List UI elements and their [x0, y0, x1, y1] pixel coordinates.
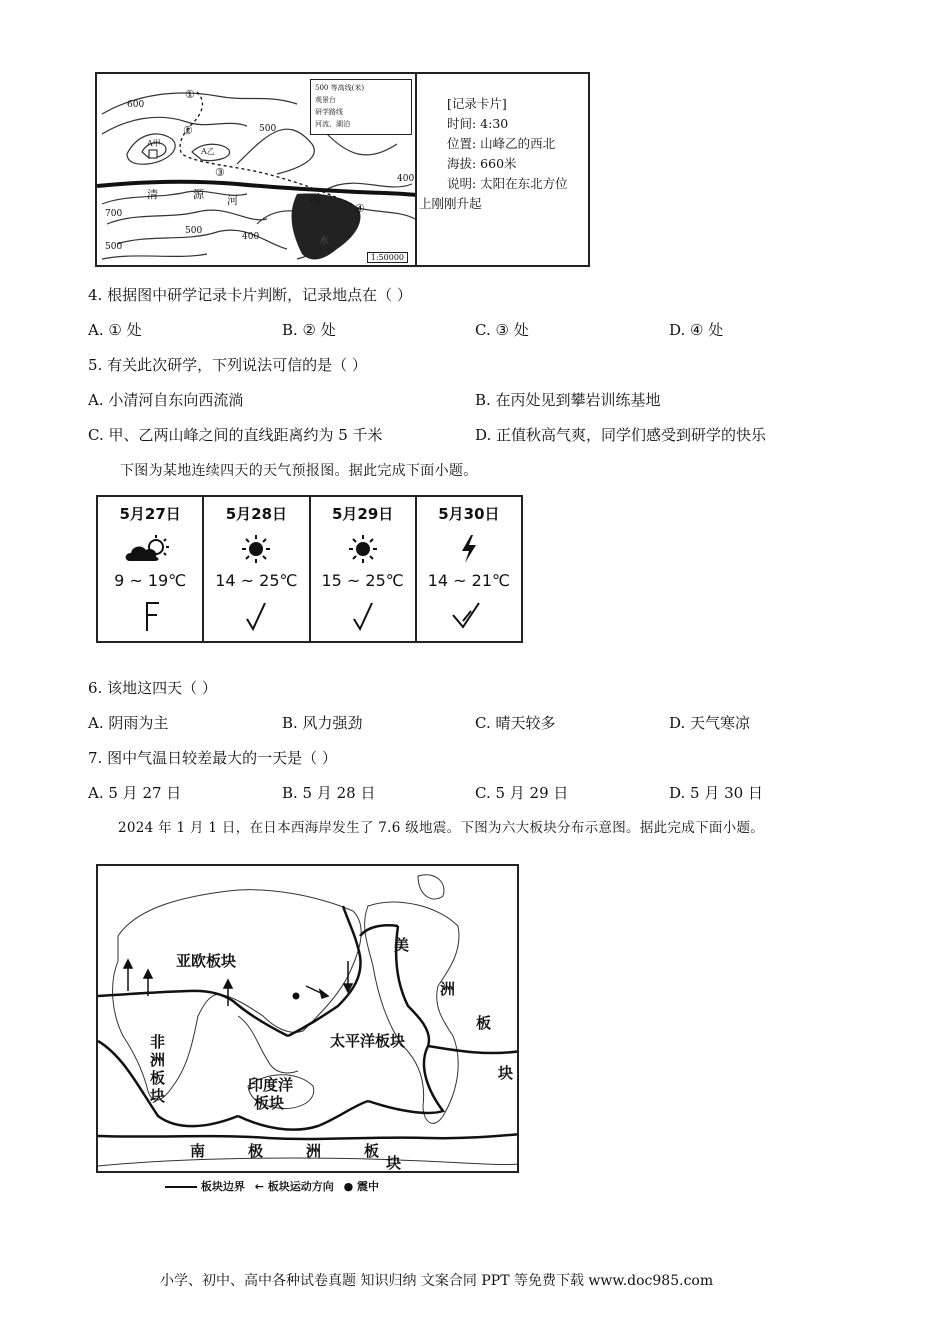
label-african-plate-char: 洲 — [150, 1051, 166, 1069]
wind-symbol — [98, 599, 202, 633]
plate-boundary — [428, 1046, 519, 1053]
plate-intro: 2024 年 1 月 1 日，在日本西海岸发生了 7.6 级地震。下图为六大板块分布示意图。据此完成下面小题。 — [118, 820, 765, 836]
contour-label: 700 — [105, 209, 123, 219]
peak-jia-label: A甲 — [147, 139, 161, 148]
topo-legend — [310, 79, 412, 135]
plate-boundary — [288, 906, 361, 1036]
peak-yi-label: A乙 — [201, 147, 215, 156]
q7-stem: 7. 图中气温日较差最大的一天是（ ） — [88, 749, 337, 767]
contour-line — [102, 254, 207, 259]
card-time: 时间: 4:30 — [447, 116, 509, 131]
label-antarctic-plate-char: 南 — [190, 1142, 206, 1160]
lightning-icon — [417, 533, 521, 565]
point-3-label: ③ — [215, 166, 225, 179]
q4-stem: 4. 根据图中研学记录卡片判断，记录地点在（ ） — [88, 286, 412, 304]
card-note-cont: 上刚刚升起 — [419, 196, 482, 211]
forecast-day-4 — [417, 497, 521, 641]
forecast-day-1 — [98, 497, 204, 641]
contour-line — [107, 210, 267, 224]
forecast-day-2 — [204, 497, 310, 641]
forecast-temp: 15 ~ 25℃ — [321, 571, 404, 590]
wind-symbol — [204, 599, 308, 633]
contour-label: 500 — [259, 124, 277, 134]
record-card — [415, 74, 590, 267]
label-antarctic-plate-char: 极 — [248, 1142, 264, 1160]
contour-label: 600 — [127, 100, 145, 110]
label-antarctic-plate-char: 块 — [386, 1154, 402, 1172]
card-note: 说明: 太阳在东北方位 — [447, 176, 568, 191]
label-american-plate-char: 美 — [394, 936, 410, 954]
point-2-label: ② — [183, 124, 193, 137]
plate-boundary — [98, 1041, 238, 1126]
contour-line — [327, 183, 412, 189]
q5-stem: 5. 有关此次研学，下列说法可信的是（ ） — [88, 356, 367, 374]
plate-map-legend — [165, 1178, 379, 1194]
label-indian-plate: 印度洋 — [248, 1076, 294, 1094]
contour-label: 400 — [397, 174, 415, 184]
q5-option-a[interactable]: A. 小清河自东向西流淌 — [88, 391, 244, 409]
forecast-date: 5月27日 — [119, 505, 181, 523]
forecast-temp: 14 ~ 25℃ — [215, 571, 298, 590]
contour-line — [102, 191, 247, 204]
q6-option-b[interactable]: B. 风力强劲 — [282, 714, 363, 732]
q7-option-a[interactable]: A. 5 月 27 日 — [88, 784, 182, 802]
label-antarctic-plate-char: 洲 — [306, 1142, 322, 1160]
world-outline — [98, 866, 519, 1173]
label-african-plate-char: 板 — [150, 1069, 166, 1087]
wind-symbol — [311, 599, 415, 633]
partly-cloudy-icon — [98, 533, 202, 565]
contour-label: 400 — [242, 232, 260, 242]
lake-label: 水 — [319, 236, 329, 247]
legend-river: 河流、湖泊 — [315, 120, 350, 128]
forecast-day-3 — [311, 497, 417, 641]
topographic-map-figure — [95, 72, 590, 267]
card-altitude: 海拔: 660米 — [447, 156, 517, 171]
weather-intro: 下图为某地连续四天的天气预报图。据此完成下面小题。 — [120, 463, 478, 479]
q5-option-b[interactable]: B. 在丙处见到攀岩训练基地 — [475, 391, 661, 409]
river-name-char: 源 — [193, 188, 204, 201]
forecast-date: 5月29日 — [331, 505, 394, 523]
sun-icon — [204, 533, 308, 565]
q7-option-d[interactable]: D. 5 月 30 日 — [669, 784, 763, 802]
q4-option-c[interactable]: C. ③ 处 — [475, 321, 529, 339]
map-scale: 1:50000 — [367, 252, 408, 263]
forecast-date: 5月28日 — [225, 505, 288, 523]
contour-line — [237, 129, 314, 174]
q6-option-d[interactable]: D. 天气寒凉 — [669, 714, 751, 732]
legend-route: 研学路线 — [315, 108, 343, 116]
q6-stem: 6. 该地这四天（ ） — [88, 679, 217, 697]
contour-label: 500 — [185, 226, 203, 236]
contour-label: 500 — [105, 242, 123, 252]
plate-boundary — [98, 1134, 519, 1139]
q7-option-b[interactable]: B. 5 月 28 日 — [282, 784, 376, 802]
legend-dot-icon: ● — [343, 1180, 354, 1193]
label-indian-plate: 板块 — [254, 1094, 285, 1112]
epicenter-marker — [293, 993, 300, 1000]
legend-observatory: 观景台 — [315, 96, 336, 104]
legend-epicenter-label: 震中 — [357, 1180, 380, 1193]
wind-symbol — [417, 599, 521, 633]
legend-boundary-line — [165, 1186, 197, 1188]
forecast-temp: 9 ~ 19℃ — [114, 571, 187, 590]
label-antarctic-plate-char: 板 — [364, 1142, 380, 1160]
legend-arrow-icon: ← — [254, 1180, 264, 1193]
forecast-temp: 14 ~ 21℃ — [427, 571, 510, 590]
weather-forecast-table — [96, 495, 523, 643]
card-position: 位置: 山峰乙的西北 — [447, 136, 556, 151]
point-1-label: ① — [185, 88, 195, 101]
q6-option-a[interactable]: A. 阴雨为主 — [88, 714, 169, 732]
q5-option-d[interactable]: D. 正值秋高气爽，同学们感受到研学的快乐 — [475, 426, 767, 444]
river-name-char: 河 — [227, 194, 238, 207]
bing-label: 丙 — [309, 192, 320, 205]
label-american-plate-char: 板 — [476, 1014, 492, 1032]
observatory-icon — [149, 150, 157, 158]
contour-line — [327, 134, 397, 155]
sun-icon — [311, 533, 415, 565]
label-pacific-plate: 太平洋板块 — [330, 1032, 406, 1050]
q5-option-c[interactable]: C. 甲、乙两山峰之间的直线距离约为 5 千米 — [88, 426, 383, 444]
q6-option-c[interactable]: C. 晴天较多 — [475, 714, 556, 732]
forecast-date: 5月30日 — [438, 505, 500, 523]
label-american-plate-char: 洲 — [440, 980, 456, 998]
label-eurasian-plate: 亚欧板块 — [176, 952, 237, 970]
card-title: [记录卡片] — [447, 96, 507, 111]
river-name-char: 清 — [147, 188, 158, 201]
q7-option-c[interactable]: C. 5 月 29 日 — [475, 784, 569, 802]
tectonic-plate-map — [96, 864, 519, 1173]
q4-option-a[interactable]: A. ① 处 — [88, 321, 142, 339]
label-african-plate-char: 块 — [150, 1087, 166, 1105]
legend-motion-label: 板块运动方向 — [267, 1180, 334, 1193]
point-4-label: ④ — [355, 202, 365, 215]
legend-boundary-label: 板块边界 — [200, 1180, 245, 1193]
legend-contour: 500 等高线(米) — [315, 84, 365, 92]
q4-option-b[interactable]: B. ② 处 — [282, 321, 336, 339]
contour-line — [102, 117, 247, 134]
page-footer: 小学、初中、高中各种试卷真题 知识归纳 文案合同 PPT 等免费下载 www.doc985.com — [160, 1273, 714, 1289]
label-african-plate-char: 非 — [150, 1033, 166, 1051]
label-american-plate-char: 块 — [498, 1064, 514, 1082]
q4-option-d[interactable]: D. ④ 处 — [669, 321, 724, 339]
